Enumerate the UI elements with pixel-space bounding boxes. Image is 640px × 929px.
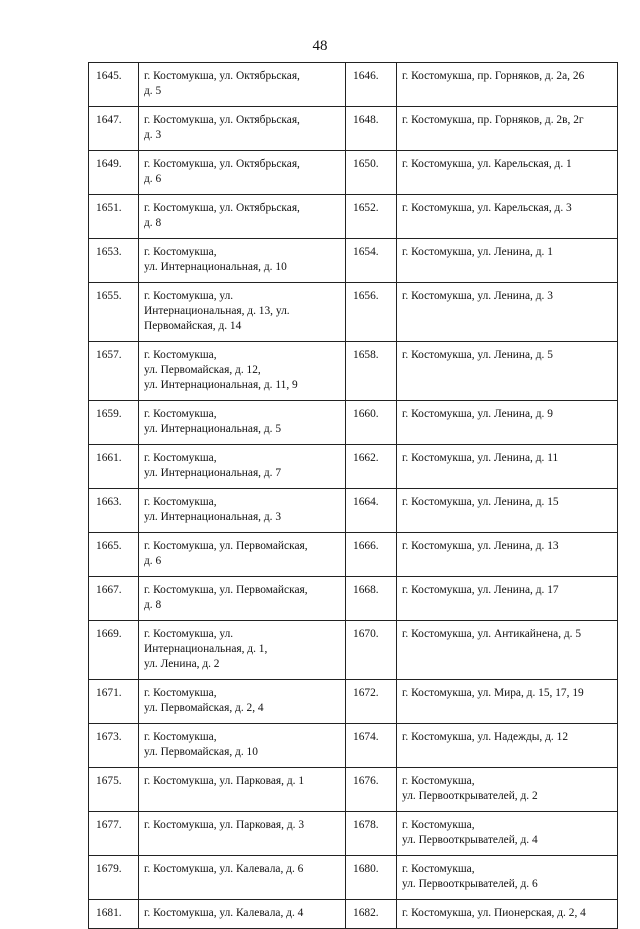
table-row xyxy=(89,239,618,283)
address-left: г. Костомукша, ул. Интернациональная, д. 7 xyxy=(139,445,346,489)
row-number-left: 1681. xyxy=(89,900,139,929)
row-number-left: 1663. xyxy=(89,489,139,533)
row-number-left: 1665. xyxy=(89,533,139,577)
row-number-left: 1679. xyxy=(89,856,139,900)
table-row xyxy=(89,724,618,768)
address-left: г. Костомукша, ул. Парковая, д. 3 xyxy=(139,812,346,856)
row-number-right: 1654. xyxy=(346,239,397,283)
address-left: г. Костомукша, ул. Интернациональная, д. 1, ул. Ленина, д. 2 xyxy=(139,621,346,680)
row-number-left: 1647. xyxy=(89,107,139,151)
address-left: г. Костомукша, ул. Интернациональная, д. 3 xyxy=(139,489,346,533)
row-number-left: 1671. xyxy=(89,680,139,724)
table-row xyxy=(89,768,618,812)
address-right: г. Костомукша, ул. Надежды, д. 12 xyxy=(397,724,618,768)
table-row xyxy=(89,151,618,195)
row-number-right: 1652. xyxy=(346,195,397,239)
address-left: г. Костомукша, ул. Октябрьская, д. 5 xyxy=(139,63,346,107)
address-right: г. Костомукша, ул. Пионерская, д. 2, 4 xyxy=(397,900,618,929)
address-left: г. Костомукша, ул. Первомайская, д. 8 xyxy=(139,577,346,621)
table-row xyxy=(89,680,618,724)
address-right: г. Костомукша, ул. Карельская, д. 3 xyxy=(397,195,618,239)
row-number-right: 1676. xyxy=(346,768,397,812)
row-number-left: 1677. xyxy=(89,812,139,856)
table-row xyxy=(89,283,618,342)
row-number-left: 1669. xyxy=(89,621,139,680)
address-right: г. Костомукша, ул. Карельская, д. 1 xyxy=(397,151,618,195)
row-number-right: 1680. xyxy=(346,856,397,900)
row-number-left: 1659. xyxy=(89,401,139,445)
address-right: г. Костомукша, ул. Ленина, д. 1 xyxy=(397,239,618,283)
row-number-right: 1658. xyxy=(346,342,397,401)
row-number-right: 1682. xyxy=(346,900,397,929)
address-right: г. Костомукша, ул. Ленина, д. 3 xyxy=(397,283,618,342)
address-left: г. Костомукша, ул. Первомайская, д. 6 xyxy=(139,533,346,577)
row-number-right: 1678. xyxy=(346,812,397,856)
row-number-right: 1672. xyxy=(346,680,397,724)
address-left: г. Костомукша, ул. Интернациональная, д. 13, ул. Первомайская, д. 14 xyxy=(139,283,346,342)
table-row xyxy=(89,577,618,621)
address-right: г. Костомукша, ул. Ленина, д. 11 xyxy=(397,445,618,489)
address-right: г. Костомукша, пр. Горняков, д. 2а, 26 xyxy=(397,63,618,107)
address-right: г. Костомукша, ул. Ленина, д. 9 xyxy=(397,401,618,445)
address-table xyxy=(88,62,618,929)
table-row xyxy=(89,401,618,445)
address-left: г. Костомукша, ул. Парковая, д. 1 xyxy=(139,768,346,812)
table-row xyxy=(89,63,618,107)
row-number-left: 1657. xyxy=(89,342,139,401)
row-number-left: 1649. xyxy=(89,151,139,195)
address-right: г. Костомукша, ул. Ленина, д. 17 xyxy=(397,577,618,621)
address-left: г. Костомукша, ул. Октябрьская, д. 8 xyxy=(139,195,346,239)
row-number-left: 1653. xyxy=(89,239,139,283)
row-number-right: 1650. xyxy=(346,151,397,195)
table-row xyxy=(89,621,618,680)
row-number-right: 1662. xyxy=(346,445,397,489)
row-number-left: 1675. xyxy=(89,768,139,812)
row-number-right: 1646. xyxy=(346,63,397,107)
address-right: г. Костомукша, пр. Горняков, д. 2в, 2г xyxy=(397,107,618,151)
row-number-left: 1645. xyxy=(89,63,139,107)
address-left: г. Костомукша, ул. Октябрьская, д. 6 xyxy=(139,151,346,195)
table-row xyxy=(89,812,618,856)
table-row xyxy=(89,107,618,151)
row-number-right: 1648. xyxy=(346,107,397,151)
address-left: г. Костомукша, ул. Октябрьская, д. 3 xyxy=(139,107,346,151)
row-number-right: 1656. xyxy=(346,283,397,342)
row-number-left: 1673. xyxy=(89,724,139,768)
address-right: г. Костомукша, ул. Антикайнена, д. 5 xyxy=(397,621,618,680)
row-number-right: 1666. xyxy=(346,533,397,577)
address-left: г. Костомукша, ул. Калевала, д. 4 xyxy=(139,900,346,929)
table-row xyxy=(89,445,618,489)
table-row xyxy=(89,900,618,929)
address-right: г. Костомукша, ул. Ленина, д. 15 xyxy=(397,489,618,533)
row-number-left: 1651. xyxy=(89,195,139,239)
address-left: г. Костомукша, ул. Первомайская, д. 10 xyxy=(139,724,346,768)
row-number-right: 1674. xyxy=(346,724,397,768)
address-left: г. Костомукша, ул. Интернациональная, д. 5 xyxy=(139,401,346,445)
row-number-right: 1664. xyxy=(346,489,397,533)
address-right: г. Костомукша, ул. Ленина, д. 13 xyxy=(397,533,618,577)
address-left: г. Костомукша, ул. Первомайская, д. 2, 4 xyxy=(139,680,346,724)
address-left: г. Костомукша, ул. Калевала, д. 6 xyxy=(139,856,346,900)
table-row xyxy=(89,533,618,577)
address-right: г. Костомукша, ул. Первооткрывателей, д. 4 xyxy=(397,812,618,856)
row-number-right: 1660. xyxy=(346,401,397,445)
address-left: г. Костомукша, ул. Интернациональная, д. 10 xyxy=(139,239,346,283)
table-row xyxy=(89,195,618,239)
table-row xyxy=(89,342,618,401)
page-number: 48 xyxy=(312,38,328,54)
row-number-right: 1668. xyxy=(346,577,397,621)
address-right: г. Костомукша, ул. Первооткрывателей, д. 2 xyxy=(397,768,618,812)
address-right: г. Костомукша, ул. Первооткрывателей, д. 6 xyxy=(397,856,618,900)
row-number-left: 1661. xyxy=(89,445,139,489)
address-right: г. Костомукша, ул. Ленина, д. 5 xyxy=(397,342,618,401)
row-number-left: 1667. xyxy=(89,577,139,621)
table-row xyxy=(89,856,618,900)
address-right: г. Костомукша, ул. Мира, д. 15, 17, 19 xyxy=(397,680,618,724)
row-number-right: 1670. xyxy=(346,621,397,680)
address-left: г. Костомукша, ул. Первомайская, д. 12, ул. Интернациональная, д. 11, 9 xyxy=(139,342,346,401)
row-number-left: 1655. xyxy=(89,283,139,342)
table-row xyxy=(89,489,618,533)
